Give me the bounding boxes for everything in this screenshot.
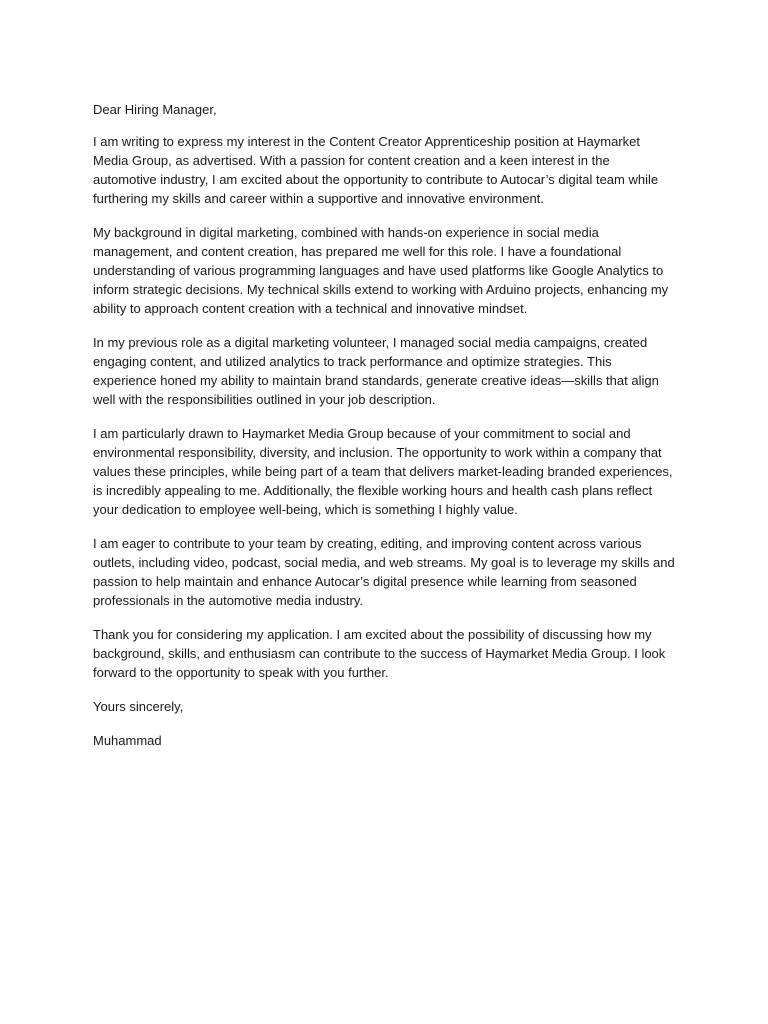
body-paragraph-6: Thank you for considering my application. I am excited about the possibility of discussing how my background, skills, and enthusiasm can contribute to the success of Haymarket Media Group. I look forward to the opportunity to speak with you further. [93, 627, 666, 680]
body-paragraph-2: My background in digital marketing, combined with hands-on experience in social media management, and content creation, has prepared me well for this role. I have a foundational understanding of various programming languages and have used platforms like Google Analytics to inform strategic decisions. My technical skills extend to working with Arduino projects, enhancing my ability to approach content creation with a technical and innovative mindset. [93, 225, 669, 316]
cover-letter [93, 100, 676, 750]
signature: Muhammad [93, 733, 162, 748]
salutation: Dear Hiring Manager, [93, 102, 217, 117]
body-paragraph-3: In my previous role as a digital marketing volunteer, I managed social media campaigns, created engaging content, and utilized analytics to track performance and optimize strategies. This experience honed my ability to maintain brand standards, generate creative ideas—skills that align well with the responsibilities outlined in your job description. [93, 335, 659, 407]
closing: Yours sincerely, [93, 699, 184, 714]
body-paragraph-5: I am eager to contribute to your team by creating, editing, and improving content across various outlets, including video, podcast, social media, and web streams. My goal is to leverage my skills and passion to help maintain and enhance Autocar’s digital presence while learning from seasoned professionals in the automotive media industry. [93, 536, 675, 608]
body-paragraph-4: I am particularly drawn to Haymarket Media Group because of your commitment to social and environmental responsibility, diversity, and inclusion. The opportunity to work within a company that values these principles, while being part of a team that delivers market-leading branded experiences, is incredibly appealing to me. Additionally, the flexible working hours and health cash plans reflect your dedication to employee well-being, which is something I highly value. [93, 426, 673, 517]
body-paragraph-1: I am writing to express my interest in the Content Creator Apprenticeship position at Haymarket Media Group, as advertised. With a passion for content creation and a keen interest in the automotive industry, I am excited about the opportunity to contribute to Autocar’s digital team while furthering my skills and career within a supportive and innovative environment. [93, 134, 659, 206]
